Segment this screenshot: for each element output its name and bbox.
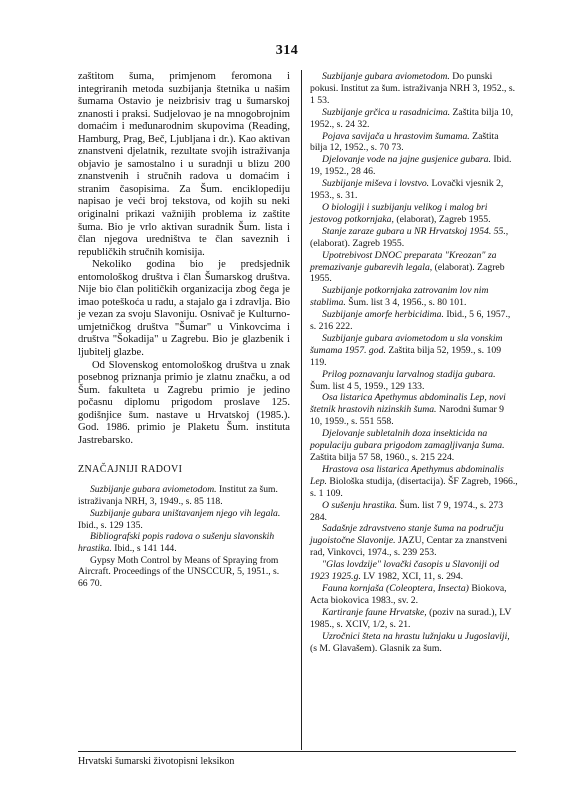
work-title: Suzbijanje gubara aviometodom. — [90, 484, 217, 496]
work-title: O sušenju hrastika. — [322, 499, 398, 511]
work-details: Zaštita bilja 10, 1952., s. 24 32. — [310, 106, 514, 130]
work-entry — [310, 559, 518, 583]
work-entry — [310, 392, 518, 428]
work-title: Osa listarica Apethymus abdominalis Lep, novi štetnik hrastovih nizinskih šuma. — [310, 392, 506, 416]
work-title: Djelovanje vode na jajne gusjenice gubara. — [322, 154, 491, 166]
work-entry — [310, 607, 518, 631]
work-title: Suzbijanje gubara aviometodom. — [322, 71, 450, 82]
work-title: "Glas lovdzije" lovački časopis u Slavoniji od 1923 1925.g. — [310, 559, 500, 583]
work-title: Suzbijanje gubara aviometodom u sla vonskim šumama 1957. god. — [310, 332, 503, 356]
work-details: Ibid., s 141 144. — [111, 542, 177, 554]
work-entry — [310, 428, 518, 464]
work-details: Lovački vjesnik 2, 1953., s. 31. — [310, 178, 504, 202]
work-title: Suzbijanje potkornjaka zatrovanim lov nim stablima. — [310, 285, 489, 309]
work-title: Kartiranje faune Hrvatske, — [322, 606, 427, 618]
work-title: Suzbijanje gubara uništavanjem njego vih legala. — [90, 507, 281, 519]
work-entry — [310, 309, 518, 333]
work-entry — [310, 285, 518, 309]
work-title: Uzročnici šteta na hrastu lužnjaku u Jugoslaviji, — [322, 630, 510, 642]
work-title: Suzbijanje miševa i lovstvo. — [322, 178, 430, 190]
work-title: Fauna kornjaša (Coleoptera, Insecta) — [322, 582, 469, 594]
work-details: (elaborat). Zagreb 1955. — [310, 237, 405, 249]
work-title: Djelovanje subletalnih doza insekticida na populaciju gubara prigodom zamagljivanja šuma. — [310, 428, 505, 452]
work-entry — [310, 107, 518, 131]
bio-paragraph: Nekoliko godina bio je predsjednik entomološkog društva i član Šumarskog društva. Nije bio član političkih organizacija zbog čega je imao poteškoća u radu, a stajalo ga i zdravlja. Bio je vezan za svoju Slavoniju. Osnivač je Kulturno-umjetničkog društva "Šumar" u Vinkovcima i društva "Šokadija" u Zagrebu. Bio je glazbenik i ljubitelj glazbe. — [78, 259, 290, 359]
work-details: Zaštita bilja 52, 1959., s. 109 119. — [310, 344, 502, 368]
work-title: O biologiji i suzbijanju velikog i malog bri jestovog potkornjaka, — [310, 201, 488, 225]
work-entry — [310, 500, 518, 524]
work-details: Šum. list 3 4, 1956., s. 80 101. — [345, 297, 467, 309]
work-entry — [78, 508, 290, 531]
work-details: Institut za šum. istraživanja NRH, 3, 1949., s. 85 118. — [78, 484, 278, 508]
bio-paragraph: zaštitom šuma, primjenom feromona i integriranih metoda suzbijanja štetnika u našim šumama Ostavio je neizbrisiv trag u šumarskoj znanosti i praksi. Sudjelovao je na mnogobrojnim domaćim i međunarodnim skupovima (Reading, Hamburg, Prag, Beč, Ljubljana i dr.). Kao aktivan znanstveni djelatnik, rezultate svojih istraživanja objavio je samostalno i u suradnji u blizu 200 znanstvenih i stručnih radova u domaćim i stranim časopisima. Za Šum. enciklopediju napisao je veći broj tekstova, od kojih su neki originalni prikazi važnijih problema iz zaštite šuma. Bio je vrlo aktivan suradnik Šum. lista i član njegova uredništva te član saveznih i republičkih stručnih komisija. — [78, 71, 290, 258]
biography-text — [78, 71, 290, 447]
work-entry — [78, 555, 290, 590]
work-details: Zaštita bilja 57 58, 1960., s. 215 224. — [310, 452, 455, 463]
work-title: Upotrebivost DNOC preparata "Kreozan" za premazivanje gubarevih legala, — [310, 249, 497, 273]
work-details: Gypsy Moth Control by Means of Spraying from Aircraft. Proceedings of the UNSCCUR, 5, 1951., s. 66 70. — [78, 554, 280, 590]
section-heading: ZNAČAJNIJI RADOVI — [78, 464, 183, 476]
work-title: Stanje zaraze gubara u NR Hrvatskoj 1954. 55., — [322, 225, 509, 237]
work-details: Biokova, Acta biokovica 1983., sv. 2. — [310, 582, 507, 606]
work-entry — [78, 531, 290, 554]
work-title: Suzbijanje grčica u rasadnicima. — [322, 106, 451, 118]
work-details: Biološka studija, (disertacija). ŠF Zagreb, 1966., s. 1 109. — [310, 475, 518, 499]
work-entry — [310, 333, 518, 369]
work-title: Hrastova osa listarica Apethymus abdominalis Lep. — [310, 463, 504, 487]
work-details: Ibid., 5 6, 1957., s. 216 222. — [310, 309, 511, 333]
page-number: 314 — [275, 43, 299, 58]
work-details: Zaštita bilja 12, 1952., s. 70 73. — [310, 130, 499, 154]
work-entry — [310, 71, 518, 107]
work-title: Bibliografski popis radova o sušenju slavonskih hrastika. — [78, 531, 275, 554]
work-details: (poziv na surad.), LV 1985., s. XCIV, 1/2, s. 21. — [310, 606, 512, 630]
work-entry — [310, 631, 518, 655]
work-entry — [310, 369, 518, 393]
work-details: LV 1982, XCI, 11, s. 294. — [360, 571, 464, 583]
work-details: Šum. list 4 5, 1959., 129 133. — [310, 380, 425, 392]
work-details: (s M. Glavašem). Glasnik za šum. — [310, 642, 442, 654]
work-details: (elaborat). Zagreb 1955. — [310, 261, 505, 285]
works-list-left — [78, 484, 290, 589]
work-entry — [310, 250, 518, 286]
bio-paragraph: Od Slovenskog entomološkog društva u znak posebnog priznanja primio je zlatnu značku, a od Šum. fakulteta u Zagrebu primio je jedino počasnu diplomu prigodom proslave 125. godišnjice šum. nastave u Hrvatskoj (1985.). God. 1986. primio je Plaketu Šum. instituta Jastrebarsko. — [78, 359, 290, 446]
work-details: Ibid. 19, 1952., 28 46. — [310, 154, 512, 178]
work-details: Do punski pokusi. Institut za šum. istraživanja NRH 3, 1952., s. 1 53. — [310, 71, 516, 106]
work-details: JAZU, Centar za znanstveni rad, Vinkovci, 1974., s. 239 253. — [310, 535, 508, 559]
work-entry — [310, 523, 518, 559]
work-entry — [310, 154, 518, 178]
work-entry — [310, 226, 518, 250]
work-details: Narodni šumar 9 10, 1959., s. 551 558. — [310, 404, 505, 428]
column-divider — [301, 70, 302, 750]
work-entry — [310, 202, 518, 226]
work-details: (elaborat), Zagreb 1955. — [393, 213, 491, 225]
work-title: Sadašnje zdravstveno stanje šuma na području jugoistočne Slavonije. — [310, 523, 504, 547]
work-details: Ibid., s. 129 135. — [78, 519, 143, 531]
work-title: Prilog poznavanju larvalnog stadija gubara. — [322, 368, 496, 380]
work-entry — [310, 464, 518, 500]
footer-text: Hrvatski šumarski životopisni leksikon — [78, 756, 235, 767]
footer-divider — [78, 751, 516, 752]
right-column — [310, 71, 518, 654]
work-entry — [310, 583, 518, 607]
work-title: Pojava savijača u hrastovim šumama. — [322, 130, 470, 142]
work-title: Suzbijanje amorfe herbicidima. — [322, 309, 444, 321]
work-details: Šum. list 7 9, 1974., s. 273 284. — [310, 499, 504, 523]
work-entry — [310, 131, 518, 155]
left-column — [78, 71, 290, 590]
work-entry — [78, 484, 290, 507]
work-entry — [310, 178, 518, 202]
